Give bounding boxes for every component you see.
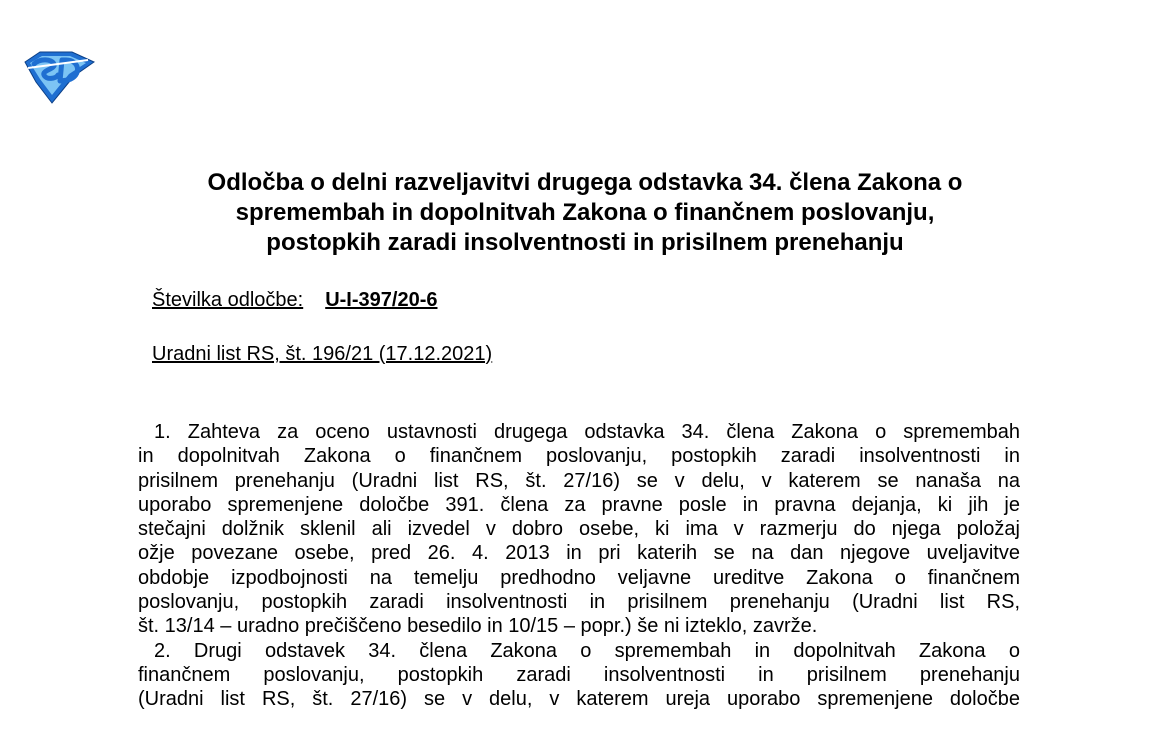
- paragraph-line: stečajni dolžnik sklenil ali izvedel v dobro osebe, ki ima v razmerju do njega položaj: [138, 518, 1020, 541]
- paragraph-line: št. 13/14 – uradno prečiščeno besedilo in 10/15 – popr.) še ni izteklo, zavrže.: [138, 615, 818, 638]
- paragraph-line: poslovanju, postopkih zaradi insolventnosti in prisilnem prenehanju (Uradni list RS,: [138, 591, 1020, 614]
- paragraph-line: obdobje izpodbojnosti na temelju predhodno veljavne ureditve Zakona o finančnem: [138, 566, 1020, 589]
- court-emblem-logo: [22, 48, 96, 104]
- paragraph-line: (Uradni list RS, št. 27/16) se v delu, v katerem ureja uporabo spremenjene določbe: [138, 688, 1020, 711]
- decision-number-row: [152, 288, 437, 312]
- paragraph-line: uporabo spremenjene določbe 391. člena za pravne posle in pravna dejanja, ki jih je: [138, 493, 1020, 516]
- title-line: spremembah in dopolnitvah Zakona o finančnem poslovanju,: [235, 199, 935, 226]
- paragraph-line: 2. Drugi odstavek 34. člena Zakona o spremembah in dopolnitvah Zakona o: [154, 639, 1020, 662]
- official-gazette-reference: Uradni list RS, št. 196/21 (17.12.2021): [152, 343, 493, 365]
- decision-number-value: U-I-397/20-6: [325, 289, 438, 311]
- decision-number-label: Številka odločbe:: [152, 289, 304, 311]
- title-line: Odločba o delni razveljavitvi drugega odstavka 34. člena Zakona o: [207, 169, 963, 196]
- paragraph-line: in dopolnitvah Zakona o finančnem poslovanju, postopkih zaradi insolventnosti in: [138, 445, 1020, 468]
- paragraph-line: ožje povezane osebe, pred 26. 4. 2013 in pri katerih se na dan njegove uveljavitve: [138, 542, 1020, 565]
- paragraph-line: finančnem poslovanju, postopkih zaradi insolventnosti in prisilnem prenehanju: [138, 663, 1020, 686]
- paragraph-line: 1. Zahteva za oceno ustavnosti drugega odstavka 34. člena Zakona o spremembah: [154, 421, 1020, 443]
- shield-emblem-icon: [22, 48, 96, 104]
- paragraph-1: [138, 420, 1020, 639]
- decision-body: [138, 420, 1020, 712]
- title-line: postopkih zaradi insolventnosti in prisilnem prenehanju: [266, 229, 904, 256]
- paragraph-line: prisilnem prenehanju (Uradni list RS, št. 27/16) se v delu, v katerem se nanaša na: [138, 469, 1020, 492]
- paragraph-2: [138, 639, 1020, 712]
- document-title: [120, 168, 1050, 258]
